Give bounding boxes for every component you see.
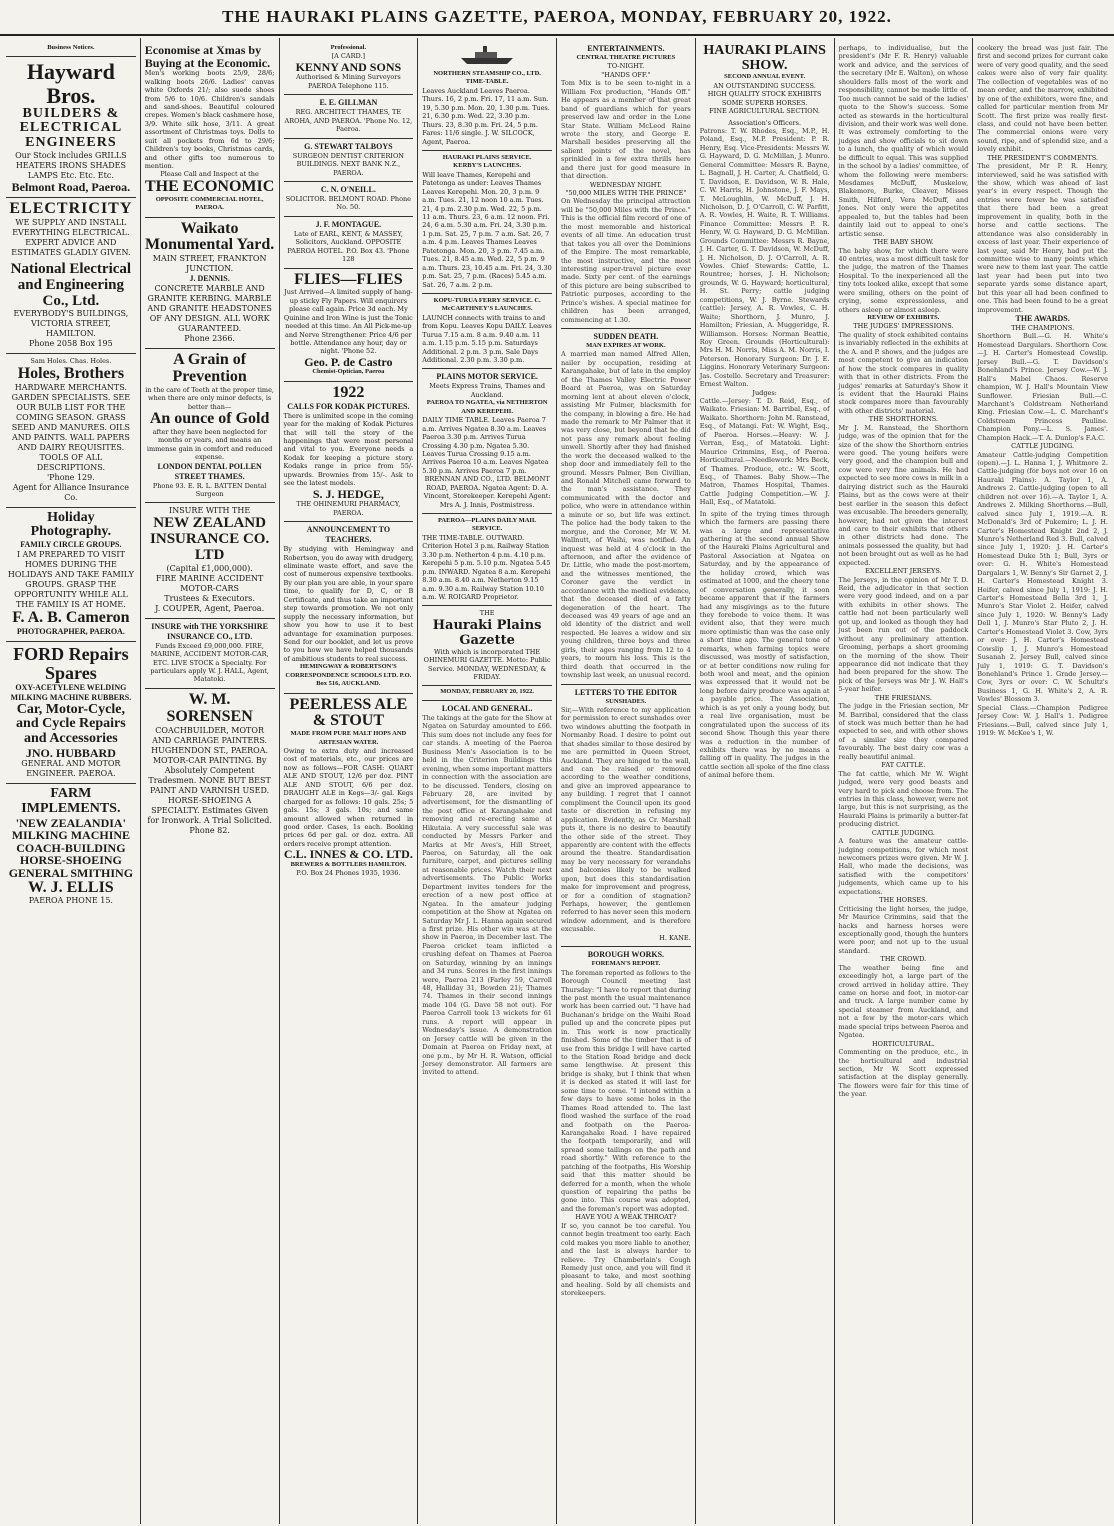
ad-line: Trustees & Executors. xyxy=(164,593,255,603)
column-7 xyxy=(835,38,974,1524)
letters-article xyxy=(561,685,691,948)
column-3 xyxy=(280,38,419,1524)
flies-ad xyxy=(284,269,414,382)
ad-subtitle: BUILDERS & ELECTRICAL ENGINEERS xyxy=(19,105,123,150)
article-body: In spite of the trying times through which the farmers are passing there was a large and representative gathering at the second annual Show of the Hauraki Plains Agricultural and Pastoral Association at Ngatea on Saturday, and by the appearance of the holiday crowd, which was estimated at 1000, and the cheery tone of conversation generally, it soon became apparent that if the farmers had any misgivings as to the future they forebode to voice them. It was evident also, that they were much more optimistic than was the case only a short time ago. The general tone of remarks, when farming topics were discussed, was mostly of satisfaction, or at better conditions now ruling for both wool and meat, and the opinion was expressed that it would not be long before dairy produce was again at a payable price. The Association, which is as yet only a young body, but a real live organisation, must be congratulated upon the success of its second Show. Though this year there was a reduction in the number of exhibits there was by no means a falling off in quality. The judges in the cattle section all spoke of the fine class of animal before them. xyxy=(699,509,830,780)
ad-subtitle: MADE FROM PURE MALT HOPS AND ARTESIAN WATER. xyxy=(290,730,407,746)
ad-line: INSURE WITH THE xyxy=(169,506,251,516)
article-subheading: Judges: xyxy=(752,388,777,397)
ad-dentist: Phone 93. E. R. L. BATTEN Dental Surgeon xyxy=(152,481,267,499)
ad-address: MAIN STREET, FRANKTON JUNCTION. xyxy=(152,254,267,274)
article-subheading: SUNSHADES. xyxy=(605,697,647,705)
ad-agent: J. COUPER, Agent, Paeroa. xyxy=(155,603,265,613)
ad-agents: BRENNAN AND CO., LTD. BELMONT ROAD, PAEROA. Ngatea Agent: D. A. Vincent, Storekeeper. Kerepehi Agent: Mrs A. J. Innis, Postmistress. xyxy=(423,475,551,509)
ad-title: A Grain of Prevention xyxy=(172,351,247,385)
ad-title: Hayward Bros. xyxy=(26,59,115,108)
kodak-ad xyxy=(284,382,414,522)
article-subheading: THE CROWD. xyxy=(880,955,927,964)
article-subheading: THE AWARDS. xyxy=(1015,314,1070,323)
card-name: KENNY AND SONS xyxy=(295,59,402,74)
ad-subtitle: COACHBUILDER, MOTOR AND CARRIAGE PAINTERS. HUGHENDON ST., PAEROA. xyxy=(151,725,269,755)
ad-title: PLAINS MOTOR SERVICE. xyxy=(436,372,538,382)
ad-names: Sam Holes. Chas. Holes. xyxy=(30,357,112,366)
article-subheading: SECOND ANNUAL EVENT. xyxy=(724,73,806,81)
column-6 xyxy=(696,38,835,1524)
masthead-title: THE HAURAKI PLAINS GAZETTE, PAEROA, MONDAY, FEBRUARY 20, 1922. xyxy=(222,7,892,26)
article-body: Patrons: T. W. Rhodes, Esq., M.P., H. Poland, Esq., M.P. President: P. R. Henry, Esq. Vice-Presidents: Messrs W. G. Hayward, D. G. McMillan, J. Munro. General Committee: Messrs R. Bayne, L. Bagnall, J. H. Carter, A. Chatfield, G. T. Davidson, E. Davidson, W. R. Hale, C. W. Harris, H. Johnstone, J. F. Mays, T. McLoughlin, W. McDuff, J. H. Nicholson, D. J. O'Carroll, C. W. Parfitt, A. R. Vowles, H. Waite, R. T. Williams. Finance Committee: Messrs P. R. Henry, W. G. Hayward, D. G. McMillan. Grounds Committee: Messrs R. Bayne, J. H. Carter, G. T. Davidson, W. McDuff, J. H. Nicholson, D. J. O'Carroll, A. R. Vowles. Chief Stewards: Cattle, L. Rountree; horses, J. H. Nicholson; grounds, W. G. Hayward; horticultural, H. St. Perry; cattle judging competitions, W. J. Byrne. Stewards (cattle): Jersey, A. R. Vowles, C. H. Waite; Shorthorn, J. Munro, J. Hamilton; Friesian, A. Muggeridge, R. Williamson. Horses: Norman Beattie, Roy Green. Grounds (Horticultural): Mrs H. M. Norris, Miss A. M. Norris, I. Peterson. Honorary Surgeon: Dr. J. E. Liggins. Honorary Veterinary Surgeon: Jas. Costello. Secretary and Treasurer: Ernest Walton. xyxy=(699,127,830,389)
ad-text: Our Stock includes GRILLS HEATERS IRONS SHADES LAMPS Etc. Etc. Etc. xyxy=(15,150,127,180)
ad-agent: Agent for Alliance Insurance Co. xyxy=(12,482,130,502)
steamship-ad xyxy=(422,41,552,151)
article-heading: SUDDEN DEATH. xyxy=(593,332,659,341)
gazette-flag xyxy=(422,606,552,701)
article-body: cookery the bread was just fair. The first and second prizes for currant cake were of very good quality, and the seed cakes were also of very fair quality. The collection of vegetables was of no mean order, and the marrow, exhibited by one of the exhibitors, were fine, and called for particular mention from Mr Scott. The first prize was really first-class, and could not have been better. The commercial onions were very sound, ripe, and of splendid size, and a lovely exhibit. xyxy=(977,44,1108,154)
section-heading: Professional. xyxy=(330,44,367,51)
card-text: SURGEON DENTIST CRITERION BUILDINGS. NEXT BANK N.Z., PAEROA. xyxy=(292,151,404,177)
article-subheading: TO-NIGHT. xyxy=(607,62,645,71)
article-subheading: REVIEW OF EXHIBITS. xyxy=(867,314,940,321)
article-subheading: "HANDS OFF." xyxy=(601,70,651,79)
article-subheading: THE HORSES. xyxy=(879,896,928,905)
ad-text: in the care of Teeth at the proper time, when there are only minor defects, is better than— xyxy=(145,385,274,411)
ad-text: Men's working boots 25/9, 28/6; walking boots 26/6. Ladies' canvas white Oxfords 21/; also suede shoes from 5/6 to 10/6. Children's sandals and sand-shoes. Beautiful coloured crepes. Women's black cashmere hose, 3/9. White silk hose, 3/11. A great assortment of Christmas toys. Dolls to suit all pockets from 6d to 29/6; Children's toy books, Christmas cards, and other gifts too numerous to mention. xyxy=(144,69,275,170)
article-subheading: THE SHORTHORNS. xyxy=(868,415,938,424)
ad-text: Car, Motor-Cycle, and Cycle Repairs and Accessories xyxy=(16,701,126,746)
ad-text: Leaves Auckland Leaves Paeroa. Thurs. 16, 2 p.m. Fri. 17, 11 a.m. Sun. 19, 5.30 p.m. Mon. 20, 1.30 p.m. Tues. 21, 6.30 p.m. Wed. 22, 3.30 p.m. Thurs. 23, 8.30 p.m. Fri. 24, 5 p.m. Fares: 11/6 single. J. W. SILCOCK, Agent, Paeroa. xyxy=(422,86,550,146)
ad-address: EVERYBODY'S BUILDINGS, VICTORIA STREET, HAMILTON. xyxy=(13,309,129,339)
article-subheading: FAT CATTLE. xyxy=(881,761,926,770)
article-subheading: Association's Officers. xyxy=(728,118,802,127)
article-body: The takings at the gate for the Show at Ngatea on Saturday amounted to £66. This sum does not include any fees for car stands. A meeting of the Paeroa Business Men's Association is to be held in the Criterion Buildings this evening, when some important matters in connection with the association are to be discussed. Tenders, closing on February 28, are invited by advertisement, for the dismantling of the post office at Karangahake and removing and re-erecting same at Hikutaia. A very successful sale was conducted by Messrs Parker and Marks at Mr Aves's, Hill Street, Paeroa, on Saturday, all the oak furniture, carpet, and pictures selling at reasonable prices. Watch their next advertisements. The Public Works Department invites tenders for the erection of a new post office at Ngatea. In the amateur judging competition at the Show at Ngatea on Saturday Mr J. L. Hanna again secured a first prize. His other win was at the show in Paeroa, in December last. The Paeroa cricket team inflicted a crushing defeat on Thames at Paeroa on Saturday, winning by an innings and 34 runs. Scores in the first innings were, Paeroa 213 (Farley 59, Carroll 48, Halliday 31, Bowden 21); Thames 74. Thames in their second innings made 104 (G. Dave 58 not out). For Paeroa Carroll took 13 wickets for 61 runs. A report will appear in Wednesday's issue. A demonstration on Jersey cattle will be given in the Domain at Paeroa on Friday next, at one p.m., by Mr H. R. Watson, official Jersey demonstrator. All farmers are invited to attend. xyxy=(422,714,552,1077)
article-subheading: HAVE YOU A WEAK THROAT? xyxy=(575,1213,677,1222)
article-body: Sir,—With reference to my application for permission to erect sunshades over two windows abutting the footpath in Normanby Road. I desire to point out that shades similar to those desired by me are permitted in Queen Street, Auckland. They are hinged to the wall, and can be raised or removed according to the weather conditions, and give an improved appearance to any building. I regret that I cannot compliment the Council upon its good taste or discretion in refusing my application. Evidently, as Cr. Marshall puts it, there is no desire to beautify the other side of the street. They apparently are content with the effects around the theatre. Standardisation may be very necessary for verandahs and balconies likely to be walked upon, but does this standardisation make for improvement and progress, or for a condition of stagnation? Perhaps, however, the gentlemen referred to has never seen this modern window adornment, and is therefore excusable. xyxy=(561,705,691,934)
mail-service-ad xyxy=(422,514,552,606)
article-subheading: AN OUTSTANDING SUCCESS. xyxy=(713,81,816,90)
ad-role: THE OHINEMURI PHARMACY, PAEROA. xyxy=(296,500,401,517)
kopu-ferry-ad xyxy=(422,294,552,370)
sudden-death-article xyxy=(561,329,691,685)
ad-role: Chemist-Optician, Paeroa xyxy=(312,368,385,376)
ad-title: PEERLESS ALE & STOUT xyxy=(289,695,408,730)
ford-ad xyxy=(6,642,136,784)
ad-text: CONCRETE MARBLE AND GRANITE KERBING. MARBLE AND GRANITE HEADSTONES OF ANY DESIGN. ALL WORK GUARANTEED. xyxy=(147,284,272,334)
card-label: [A CARD.] xyxy=(331,52,366,61)
ad-company: C.L. INNES & CO. LTD. xyxy=(283,847,413,862)
montague-card xyxy=(284,217,414,269)
ad-text: I AM PREPARED TO VISIT HOMES DURING THE HOLIDAYS AND TAKE FAMILY GROUPS. GRASP THE OPPORTUNITY WHILE ALL THE FAMILY IS AT HOME. xyxy=(7,549,134,609)
flag-the: THE xyxy=(479,609,495,618)
ad-practice: LONDON DENTAL POLLEN STREET THAMES. xyxy=(157,461,262,481)
ad-text-2: after they have been neglected for months or years, and means an immense gain in comfort and reduced expense. xyxy=(146,427,273,462)
ad-cover: FIRE MARINE ACCIDENT MOTOR-CARS xyxy=(155,573,264,593)
article-body: The baby show, for which there were 40 entries, was a most difficult task for the judge, the matron of the Thames Hospital. To the inexperienced all the tiny tots looked alike, except that some were smiling, others on the point of crying, some expressionless, and others asleep or almost asleep. xyxy=(838,246,969,314)
ad-address: OPPOSITE COMMERCIAL HOTEL, PAEROA. xyxy=(155,195,264,212)
ad-capital: (Capital £1,000,000). xyxy=(166,563,253,573)
ad-text: DAILY TIME TABLE. Leaves Paeroa 7 a.m. Arrives Ngatea 8.30 a.m. Leaves Paeroa 3.30 p.m. Arrives Turua Crossing 4.30 p.m. Ngatea 5.30. Leaves Turua Crossing 9.15 a.m. Arrives Paeroa 10 a.m. Leaves Ngatea 5.30 p.m. Arrives Paeroa 7 p.m. xyxy=(422,416,549,475)
article-body: Special Class.—Champion Pedigree Jersey Cow: W. J. Hall's 1. Pedigree Friesians.—Bull, calved since July 1, 1919: W. McKee's 1, W. xyxy=(977,703,1108,737)
ad-text: Funds Exceed £9,000,000. FIRE, MARINE, ACCIDENT MOTOR-CAR, ETC. LIVE STOCK a Specialty. For particulars apply W. J. HALL, Agent, Matatoki. xyxy=(150,641,269,684)
ad-title-2: An ounce of Gold xyxy=(149,410,270,428)
ad-name: F. A. B. Cameron xyxy=(12,608,130,626)
show-article xyxy=(700,41,830,784)
economic-ad xyxy=(145,41,275,218)
flag-date: MONDAY, FEBRUARY 20, 1922. xyxy=(422,685,552,696)
ad-text: HARDWARE MERCHANTS. GARDEN SPECIALISTS. SEE OUR BULB LIST FOR THE COMING SEASON. GRASS SEED AND MANURES. OILS AND PAINTS. WALL PAPERS AND DAIRY REQUISITES. TOOLS OF ALL DESCRIPTIONS. xyxy=(11,382,131,472)
professional-cards xyxy=(284,41,414,95)
newspaper-page xyxy=(2,38,1112,1524)
article-subheading: FOREMAN'S REPORT. xyxy=(591,960,661,968)
dental-ad xyxy=(145,349,275,503)
ad-role: GENERAL AND MOTOR ENGINEER. PAEROA. xyxy=(21,759,121,779)
ad-title: Holes, Brothers xyxy=(17,364,125,382)
ad-company: HEMINGWAY & ROBERTSON'S CORRESPONDENCE SCHOOLS LTD. P.O. Box 516, AUCKLAND. xyxy=(285,663,412,688)
ad-line: MILKING MACHINE RUBBERS. xyxy=(10,692,132,702)
peerless-ad xyxy=(284,694,414,882)
steamship-icon xyxy=(457,44,517,66)
column-1 xyxy=(2,38,141,1524)
waikato-monumental-ad xyxy=(145,218,275,350)
ad-title: ELECTRICITY xyxy=(9,200,133,218)
ad-text: Will leave Thames, Kerepehi and Patetonga as under: Leaves Thames Leaves Kerepehi. Mon. 20, 3 p.m. 9 a.m. Tues. 21, 12 noon 10 a.m. Tues. 21, 4 p.m. 2.30 p.m. Wed. 22, 5 p.m. 11 a.m. Thurs. 23, 6 a.m. 12 noon. Fri. 24, 6 a.m. 5.30 a.m. Fri. 24, 3.30 p.m. 1 p.m. Sat. 25, 7 p.m. 7 a.m. Sat. 26, 7 a.m. 4 p.m. Leaves Thames Leaves Patetonga. Mon. 20, 3 p.m. 7.45 a.m. Tues. 21, 8.45 a.m. Wed. 22, 5 p.m. 9 a.m. Thurs. 23, 10.45 a.m. Fri. 24, 3.30 p.m. Sat. 25, 7 p.m. (Races) 5.45 a.m. Sat. 26, 7 a.m. 2 p.m. xyxy=(422,170,552,289)
ad-name: J. DENNIS. xyxy=(189,274,230,284)
ad-text: By studying with Hemingway and Robertson, you do away with drudgery, eliminate waste effort, and save the cost of numerous expensive textbooks. By our plan you are able, in your spare time, to qualify for D, C, or B Certificate, and thus take an important step towards promotion. We not only supply the necessary information, but show you how to use it to best advantage for examination purposes. Send for our booklet, and let us prove to you how we have helped thousands of ambitious students to real success. xyxy=(283,545,414,663)
article-subheading: MAN EXPIRES AT WORK. xyxy=(586,342,666,349)
card-text: REG. ARCHITECT THAMES, TE AROHA, AND PAEROA. 'Phone No. 12, Paeroa. xyxy=(284,108,413,134)
ad-name: Geo. P. de Castro xyxy=(304,354,393,369)
article-subheading: HIGH QUALITY STOCK EXHIBITS xyxy=(707,90,822,99)
ad-name: S. J. HEDGE, xyxy=(312,486,384,501)
card-text: SOLICITOR. BELMONT ROAD. Phone No. 50. xyxy=(285,194,412,212)
article-subheading: THE FRIESIANS. xyxy=(874,693,932,702)
column-4 xyxy=(418,38,557,1524)
ad-text: COACH-BUILDING HORSE-SHOEING GENERAL SMITHING xyxy=(8,840,134,880)
column-2 xyxy=(141,38,280,1524)
article-body: The fat cattle, which Mr W. Wight judged, were very good beasts and very hard to pick and choose from. The entries in this class, however, were not large, but this is not surprising, as the Hauraki Plains is primarily a butter-fat producing district. xyxy=(838,769,969,829)
ad-text: THE TIME-TABLE. OUTWARD. Criterion Hotel 3 p.m. Railway Station 3.30 p.m. Netherton 4 p.m. 4.10 p.m. Kerepehi 5 p.m. 5.10 p.m. Ngatea 5.45 p.m. INWARD. Ngatea 8 a.m. Kerepehi 8.30 a.m. 8.40 a.m. Netherton 9.15 a.m. 9.30 a.m. Railway Station 10.10 a.m. W. ROIGARD Proprietor. xyxy=(422,533,551,601)
article-subheading: CATTLE JUDGING. xyxy=(1011,442,1075,451)
article-subheading: CATTLE JUDGING. xyxy=(871,828,935,837)
kerby-launches-ad xyxy=(422,151,552,294)
article-body: perhaps, to individualise, but the president's (Mr F. R. Henry) valuable work and advice, and the services of the secretary (Mr E. Walton), on whose shoulders falls most of the work and responsibility, cannot be made little of. Too much cannot be said of the ladies' quota to the Show's success. Some acted as stewards in the horticultural division, and their work was well done. It was extremely comforting to the judges and show officials to sit down to a lunch, the quality of which would be difficult to equal. This was supplied in the school by a ladies' committee, of whom the following were members: Mesdames McDuff, Muskelow, Blakemore, Burke, Cleaver, Misses Smith, Hilford, Vera McDuff, and Jones. Not only were the appetites appealed to, but the tables had been daintily laid out to appeal to one's artistic sense. xyxy=(838,44,969,238)
holiday-photo-ad xyxy=(6,508,136,642)
article-subheading: SOME SUPERB HORSES. xyxy=(721,98,808,107)
article-body: On Wednesday the principal attraction will be "50,000 Miles with the Prince." This is the official film record of one of the most memorable and historical events of all time. An education trust that takes you all over the Dominions of the Empire. The most remarkable, the most instructive, and the most interesting super-travel picture ever made. Sixty per cent. of the earnings of this picture are being subscribed to Patriotic purposes, according to the Prince's wishes. A special matinee for children has been arranged, commencing at 1.30. xyxy=(561,197,691,324)
article-subheading: HORTICULTURAL. xyxy=(872,1039,935,1048)
column-8 xyxy=(973,38,1112,1524)
card-name: G. STEWART TALBOYS xyxy=(304,141,393,151)
local-general-article xyxy=(422,701,552,1081)
farm-implements-ad xyxy=(6,784,136,910)
ad-title: CALLS FOR KODAK PICTURES. xyxy=(287,401,410,411)
ad-title: KOPU-TURUA FERRY SERVICE. C. McCARTHNEY'S LAUNCHES. xyxy=(433,296,541,313)
ad-title: INSURE with THE YORKSHIRE INSURANCE CO., LTD. xyxy=(151,621,268,641)
ad-phone: Phone 2058 Box 195 xyxy=(29,339,113,349)
article-body: Shorthorn Bull.—G. H. White's Homestead Dargulars. Shorthorn Cow.—J. H. Carter's Homestead Cowslip. Jersey Bull.—G. T. Davidson's Bonehland's Prince. Jersey Cow.—W. J. Hall's Mabel Chaos. Reserve champion, W. J. Hall's Mountain View Sunflower. Friesian Bull.—C. Marchant's Coldstream Netherland King. Friesian Cow.—L. C. Marchant's Coldstream Princess Pauline. Champion Pony.—L. S. James'. Champion Hack.—T. A. Dunlop's F.A.C. xyxy=(977,332,1108,442)
article-subheading: EXCELLENT JERSEYS. xyxy=(865,567,942,576)
nz-insurance-ad xyxy=(145,503,275,618)
article-heading: LOCAL AND GENERAL. xyxy=(441,704,533,713)
business-notices xyxy=(6,41,136,57)
ad-text: Owing to extra duty and increased cost of materials, etc., our prices are now as follows—FOR CASH: QUART ALE AND STOUT, 12/6 per doz. PINT ALE AND STOUT, 6/6 per doz. DRAUGHT ALE in Kegs—3/- gal. Kegs charged for as follows: 10 gals. 25s; 5 gals. 15s; 3 gals. 10s; and same amount allowed when returned in good order. Cases, 1s each. Booking prices 6d per gal. or doz. extra. All orders receive prompt attention. xyxy=(283,747,414,848)
card-name: E. E. GILLMAN xyxy=(319,98,378,108)
show-article-awards xyxy=(977,41,1108,741)
electricity-ad xyxy=(6,198,136,354)
flag-subtitle: With which is incorporated THE OHINEMURI GAZETTE. Motto: Public Service. MONDAY, WEDNESDAY, & FRIDAY. xyxy=(423,647,551,682)
section-heading: Business Notices. xyxy=(47,44,95,51)
ad-year: 1922 xyxy=(332,383,365,401)
ad-text: LAUNCH connects with trains to and from Kopu. Leaves Kopu DAILY. Leaves Turua 7.15 a.m. 8 a.m. 9.40 a.m. 11 a.m. 1.15 p.m. 5.15 p.m. Saturdays Additional. 2 p.m. 3 p.m. Sale Days Additional. 2.30 p.m. 3.30 p.m. xyxy=(422,313,552,364)
ad-address: Belmont Road, Paeroa. xyxy=(11,179,131,194)
holes-ad xyxy=(6,354,136,507)
article-body: The president, Mr P. R. Henry, interviewed, said he was satisfied with the show, which was ahead of last year's in every respect. Though the entries were fewer he was satisfied that there had been a great improvement in quality, both in the horse and cattle sections. The attendance was also considerably in excess of last year. Their experience of last year, said Mr Henry, had put the committee wise to many points which were new to them last year. The cattle last year had been put into two separate yards some distance apart, but this year all had been confined to one. This had been found to be a great improvement. xyxy=(977,162,1108,314)
ad-title: HAURAKI PLAINS SERVICE. xyxy=(442,153,532,161)
article-subheading: "50,000 MILES WITH THE PRINCE" xyxy=(565,189,687,197)
ad-title: FARM IMPLEMENTS. xyxy=(21,786,121,816)
article-body: Mr J. M. Ranstead, the Shorthorn judge, was of the opinion that for the size of the show the Shorthorn entries were good. The young heifers were very good, and the champion bull and cow were very fine animals. He had expected to see more cows in milk in a dairying district such as the Hauraki Plains, but as the cows were at their best earlier in the season this defect was excusable. The breeders generally, however, had not given the interest and care to their exhibits that others in other districts had done. The animals possessed the quality, but had not been brought out as well as he had expected. xyxy=(838,423,969,567)
article-subheading: FINE AGRICULTURAL SECTION. xyxy=(709,107,820,116)
hayward-ad xyxy=(6,57,136,198)
ad-title: W. M. SORENSEN xyxy=(166,690,253,725)
ad-phone: P.O. Box 24 Phones 1935, 1936. xyxy=(296,869,401,878)
article-heading: HAURAKI PLAINS SHOW. xyxy=(703,43,826,73)
ad-title: Waikato Monumental Yard. xyxy=(145,219,275,254)
ad-text: There is unlimited scope in the coming year for the making of Kodak Pictures that will tell the story of the happenings that were most personal and vital to you. Everyone needs a Kodak for keeping a picture story. Kodaks range in price from 55/- upwards. Brownies from 15/-. Ask to see the latest models. xyxy=(283,411,414,488)
plains-motor-ad xyxy=(422,369,552,514)
ad-title: Holiday Photography. xyxy=(30,509,112,540)
article-heading: BOROUGH WORKS. xyxy=(587,950,665,960)
ad-title: NEW ZEALAND INSURANCE CO. LTD xyxy=(150,515,270,563)
article-subheading: THE PRESIDENT'S COMMENTS. xyxy=(987,153,1099,162)
entertainments-article xyxy=(561,41,691,329)
ad-store: THE ECONOMIC xyxy=(144,177,275,195)
article-body: A feature was the amateur cattle-judging competitions, for which most newcomers prizes were given. Mr W. J. Hall, who made the decisions, was satisfied with the competitors' judgements, which came up to his expectations. xyxy=(838,837,969,896)
ad-text: Just Arrived—A limited supply of hang-up sticky Fly Papers. Will enquirers please call again. Price 3d each. My Quinine and Iron Wine is just the Tonic needed at this time. An All Pick-me-up and Nerve Strengthener. Price 4/6 per bottle. Attendance any hour, day or night. 'Phone 52. xyxy=(283,288,413,356)
ad-subtitle: FAMILY CIRCLE GROUPS. xyxy=(20,539,122,549)
column-5 xyxy=(557,38,696,1524)
card-text: Authorised & Mining Surveyors PAEROA Telephone 115. xyxy=(296,73,401,90)
article-heading: ENTERTAINMENTS. xyxy=(587,44,665,53)
article-signature: H. KANE. xyxy=(659,933,691,942)
ad-title: PAEROA—PLAINS DAILY MAIL SERVICE. xyxy=(437,517,537,533)
article-subheading: THE CHAMPIONS. xyxy=(1011,324,1075,332)
article-body: The quality of stock exhibited contains is invariably reflected in the exhibits at the A. and P. shows, and the judges are most competent to give an indication of how the stock compares in quality with that in other districts. From the judges' remarks at Saturday's Show it is evident that the Hauraki Plains stock compares more than favourably with other districts' material. xyxy=(838,330,969,415)
ad-address: PAEROA PHONE 15. xyxy=(28,896,113,906)
flag-title: Hauraki Plains Gazette xyxy=(432,617,542,648)
ad-subtitle: Meets Express Trains, Thames and Auckland. xyxy=(429,382,545,399)
card-name: C. N. O'NEILL. xyxy=(320,184,376,194)
ad-phone: Phone 2366. xyxy=(184,334,235,344)
ad-role: BREWERS & BOTTLERS HAMILTON. xyxy=(290,860,407,868)
ad-text: WE SUPPLY AND INSTALL EVERYTHING ELECTRICAL. EXPERT ADVICE AND ESTIMATES GLADLY GIVEN. xyxy=(11,218,131,258)
ad-subtitle: KERBY'S LAUNCHES. xyxy=(453,162,522,170)
ad-name: JNO. HUBBARD xyxy=(25,745,116,760)
article-heading: LETTERS TO THE EDITOR xyxy=(574,687,678,697)
article-body: A married man named Alfred Allen, nailer by occupation, residing at Karangahake, but of late in the employ of the Thames Valley Electric Power Board at Paeroa, was on Saturday morning lent at about eleven o'clock, assisting Mr Fulmer, blacksmith for the company, in blowing a fire. He had made the remark to Mr Palmer that it was very close, but beyond that he did not pass any remark about feeling unwell. Shortly after they had finished the work the deceased walked to the shop door and immediately fell to the ground. Messrs Palmer, Ben Civillian, and Ronald Mitchell came forward to the man's assistance. They communicated with the doctor and police, who were in attendance within a minute or so, but life was extinct. The police had the body taken to the morgue, and the Coroner, Mr W. M. Wallnutt, of Waihi, was notified. An inquest was held at 4 o'clock in the afternoon, and after the evidence of Dr. Little, who made the post-mortem, and the witnesses mentioned, the Coroner gave the verdict in accordance with the medical evidence, that the deceased died of a fatty degeneration of the heart. The deceased was 49 years of age and an old identity of the district and well respected. He leaves a widow and six young children, three boys and three girls, their ages ranging from 12 to 4 years, to mourn his loss. This is the third death that occurred in the township last week, an unusual record. xyxy=(561,350,691,680)
article-body: Tom Mix is to be seen to-night in a William Fox production, "Hands Off." He appears as a member of that great band of guardians which for years preserved law and order in the Lone Star State. William McLeod Raine wrote the story, and George E. Marshall besides preserving all the salient points of the novel, has sprinkled in a few extra thrills here and there just for good measure in that direction. xyxy=(561,79,691,181)
article-body: The weather being fine and exceedingly hot, a large part of the crowd arrived in holiday attire. They came on horse and foot, in motor-car and truck. A large number came by special steamer from Auckland, and not a few by the motor-cars which made special trips between Paeroa and Ngatea. xyxy=(838,963,969,1040)
borough-works-article xyxy=(561,947,691,1302)
ad-route: PAEROA TO NGATEA, via NETHERTON AND KEREPEHI. xyxy=(426,399,548,415)
article-body: If so, you cannot be too careful. You cannot begin treatment too early. Each cold makes you more liable to another, and the last is always harder to relieve. Try Chamberlain's Cough Remedy just once, and you will find it pleasant to take, and most soothing and healing. Sold by all chemists and storekeepers. xyxy=(561,1221,691,1298)
yorkshire-insurance-ad xyxy=(145,619,275,689)
ad-role: PHOTOGRAPHER, PAEROA. xyxy=(16,626,125,636)
teachers-ad xyxy=(284,522,414,693)
article-subheading: THE BABY SHOW. xyxy=(873,238,934,247)
ad-subtitle: TIME-TABLE. xyxy=(465,78,509,86)
talboys-card xyxy=(284,139,414,182)
ad-phone: 'Phone 129. xyxy=(46,472,95,482)
ad-title: FLIES—FLIES xyxy=(294,270,403,288)
article-body: Commenting on the produce, etc., in the horticultural and industrial section, Mr W. Scott expressed satisfaction at the display generally. The flowers were fair for this time of the year. xyxy=(838,1048,969,1099)
card-name: J. F. MONTAGUE. xyxy=(315,219,382,229)
article-body: The Jerseys, in the opinion of Mr T. D. Reid, the adjudicator in that section were very good indeed, and on a par with exhibits in other shows. The cattle had not been particularly well got up, and looked as though they had just been run out of the paddock without any preliminary attention. Grooming, perhaps a short grooming on the morning of the show. Their appearance did not indicate that they had been prepared for the show. The pick of the Jerseys was Mr J. W. Hall's 5-year heifer. xyxy=(838,575,969,694)
ad-title: Economise at Xmas by Buying at the Economic. xyxy=(144,43,271,70)
article-body: The judge in the Friesian section, Mr M. Barribal, considered that the class of stock was much better than he had expected to see, and with other shows of a similar size they compared favourably. The best dairy cow was a really beautiful animal. xyxy=(838,702,969,761)
ad-product: 'NEW ZEALANDIA' MILKING MACHINE xyxy=(11,815,131,843)
ad-line: Please Call and Inspect at the xyxy=(160,170,259,179)
ad-text: MOTOR-CAR PAINTING. By Absolutely Competent Tradesmen. NONE BUT BEST PAINT AND VARNISH USED. HORSE-SHOEING A SPECIALTY. Estimates Given for Ironwork. A Trial Solicited. xyxy=(147,755,272,825)
ad-company: National Electrical and Engineering Co., Ltd. xyxy=(10,261,132,309)
article-subheading: CENTRAL THEATRE PICTURES xyxy=(576,54,676,61)
article-body: Cattle.—Jersey: T. D. Reid, Esq., of Waikato. Friesian: M. Barribal, Esq., of Waikato. Shorthorn: John M. Ranstead, Esq., of Matangi. Fat: W. Wight, Esq., of Paeroa. Horses.—Heavy: W. J. Verran, Esq., of Matatoki. Light: Maurice Crimmins, Esq., of Paeroa. Horticultural.—Needlework: Mrs Beck, of Thames. Produce, etc.: W. Scott, Esq., of Thames. Baby Show.—The Matron, Thames Hospital, Thames. Cattle Judging Competition.—W. J. Hall, Esq., of Matatoki. xyxy=(699,397,830,507)
ad-title: NORTHERN STEAMSHIP CO., LTD. xyxy=(433,70,541,77)
card-text: Late of EARL, KENT, & MASSEY, Solicitors, Auckland. OPPOSITE PAEROA HOTEL. P.O. Box 43. 'Phone 128 xyxy=(287,229,410,264)
ad-name: W. J. ELLIS xyxy=(28,878,114,896)
oneill-card xyxy=(284,182,414,217)
ad-title: ANNOUNCEMENT TO TEACHERS. xyxy=(306,525,391,545)
article-body: The foreman reported as follows to the Borough Council meeting last Thursday: "I have to report that during the past month the usual maintenance work has been carried out. "I have had Buchanan's bridge on the Waihi Road pulled up and the concrete pipes put in. This work is now practically finished. Some of the timber that is of use from this bridge I will have carted to the Station Road bridge and deck same lengthwise. At present this bridge is shaky, but I think that when it is decked as stated it will last for some time to come. "I intend within a few days to have some holes in the Thames Road attended to. The last flood washed the surface of the road and footpath on the Paeroa-Karangahake Road. I have repaired the footpath temporarily, and will spread some tailings on the path and road shortly." With reference to the patching of the footpaths, His Worship said that this matter should be deferred for a month, when the whole question of repairing the paths be gone into. This course was adopted, and the foreman's report was adopted. xyxy=(561,968,691,1213)
article-body: Criticising the light horses, the judge, Mr Maurice Crimmins, said that the hacks and harness horses were exceptionally good, though the hunters were poor, and not up to the usual standard. xyxy=(838,904,969,955)
article-body: Amateur Cattle-judging Competition (open).—J. L. Hanna 1, J. Whitmore 2. Cattle-judging (for boys not over 16 on Hauraki Plains): A. Taylor 1, A. Andrews 2. Cattle-judging (open to all children not over 16).—A. Taylor 1, A. Andrews 2. Milking Shorthorns.—Bull, calved since July 1, 1919.—A. R. McDonald's 3rd of Pukemiro; L. J. H. Carter's Homestead Knight 2nd 2, J. Munro's Netherland Red 3. Bull, calved since July 1, 1920: J. H. Carter's Homestead Duke 5th 1; Bull, 3yrs or over: G. H. White's Homestead Dargalars 1, W. Benny's Sir Garnet 2, J. H. Carter's Homestead Knight 3. Heifer, calved since July 1, 1919: J. H. Carter's Homestead Bella 3rd 1, J. Munro's Star Violet 2. Heifer, calved since July 1, 1920: W. Benny's Lady Dell 1, J. Munro's Star Pluto 2, J. H. Carter's Homestead Violet 3. Cow, 3yrs or over: J. H. Carter's Homestead Cowslip 1, J. Munro's Homestead Susanah 2. Jersey Bull, calved since July 1, 1919: G. T. Davidson's Bonehland's Prince 1. Grade Jersey.—Cow, 3yrs or over: C. W. Schultz's Business 1, G. H. White's 2, A. R. Vowles' Blossom 3. xyxy=(977,450,1108,704)
article-subheading: WEDNESDAY NIGHT. xyxy=(589,180,662,189)
masthead xyxy=(0,0,1114,36)
show-article-continued xyxy=(839,41,969,1103)
ad-line: OXY-ACETYLENE WELDING xyxy=(15,682,127,692)
article-subheading: THE JUDGES' IMPRESSIONS. xyxy=(853,322,954,331)
gillman-card xyxy=(284,95,414,138)
ad-phone: Phone 82. xyxy=(189,825,230,835)
sorensen-ad xyxy=(145,689,275,840)
ad-title: FORD Repairs Spares xyxy=(13,643,129,683)
